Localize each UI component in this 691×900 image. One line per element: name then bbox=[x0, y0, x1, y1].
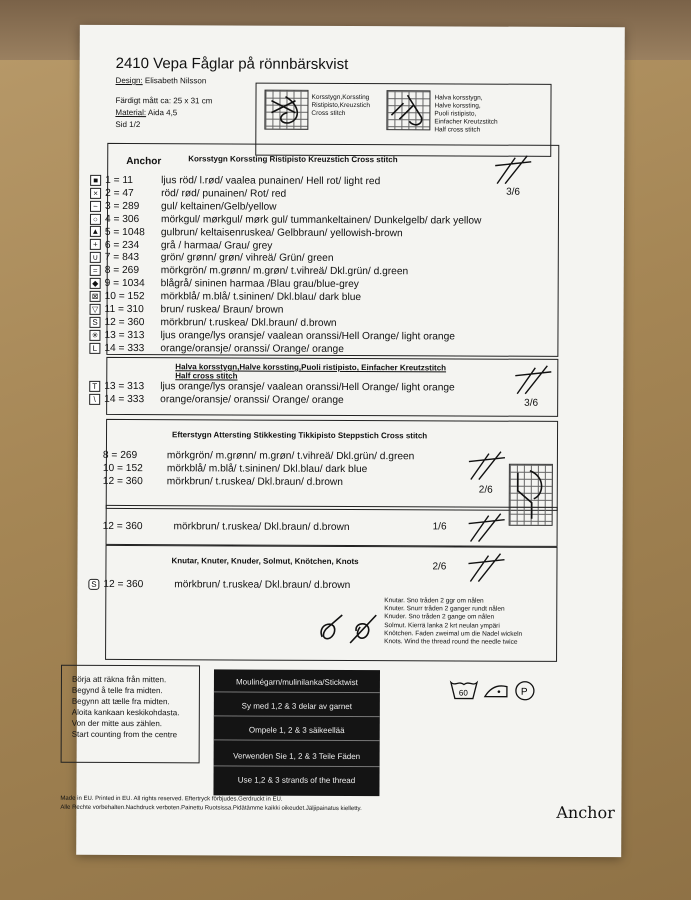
cross-stitch-legend-text bbox=[311, 94, 370, 118]
anchor-number: 1 = 11 bbox=[105, 174, 134, 187]
symbol-box: + bbox=[90, 239, 101, 250]
color-description: ljus orange/lys oransje/ vaalean oranssi/Hell Orange/ light orange bbox=[160, 329, 455, 343]
legend-line: Halva korsstygn, bbox=[434, 94, 483, 102]
half-stitch-section bbox=[92, 357, 558, 417]
start-line: Begynd å telle fra midten. bbox=[71, 685, 163, 696]
thread-line: Sy med 1,2 & 3 delar av garnet bbox=[241, 701, 353, 712]
color-description: mörkblå/ m.blå/ t.sininen/ Dkl.blau/ dark blue bbox=[166, 463, 368, 476]
symbol-box: − bbox=[90, 200, 101, 211]
color-description: mörkbrun/ t.ruskea/ Dkl.braun/ d.brown bbox=[166, 476, 343, 488]
color-description: ljus orange/lys oransje/ vaalean oranssi/Hell Orange/ light orange bbox=[160, 381, 455, 394]
back-stitch-single-row bbox=[103, 520, 350, 534]
color-description: grön/ grønn/ grøn/ vihreä/ Grün/ green bbox=[160, 252, 334, 265]
symbol-box: S bbox=[88, 579, 99, 590]
back-stitch-single-section bbox=[102, 505, 558, 547]
symbol-box: ▲ bbox=[91, 227, 100, 237]
color-description: gul/ keltainen/Gelb/yellow bbox=[160, 200, 277, 213]
divider bbox=[214, 715, 380, 717]
symbol-box: = bbox=[90, 265, 101, 276]
finished-size: Färdigt mått ca: 25 x 31 cm bbox=[115, 95, 213, 106]
stitch-row bbox=[90, 251, 334, 265]
knots-instructions bbox=[384, 597, 522, 647]
back-stitch-fraction: 2/6 bbox=[478, 484, 493, 496]
knots-fraction: 2/6 bbox=[432, 561, 447, 573]
stitch-row bbox=[90, 277, 359, 291]
thread-line: Use 1,2 & 3 strands of the thread bbox=[237, 775, 356, 786]
material-value: Aida 4,5 bbox=[147, 108, 178, 118]
knots-strands-needle-icon bbox=[466, 552, 506, 586]
anchor-number: 6 = 234 bbox=[104, 239, 140, 251]
thread-line: Ompele 1, 2 & 3 säikeellää bbox=[248, 725, 345, 735]
stitch-row bbox=[89, 342, 344, 356]
anchor-number: 11 = 310 bbox=[104, 303, 144, 316]
copyright-line: Made in EU. Printed in EU. All rights reserved. Eftertryck förbjudes.Gerdruckt in EU. bbox=[60, 795, 283, 803]
start-line: Begynn att tælle fra midten. bbox=[71, 696, 170, 707]
color-description: mörkbrun/ t.ruskea/ Dkl.braun/ d.brown bbox=[160, 317, 337, 329]
color-description: brun/ ruskea/ Braun/ brown bbox=[160, 304, 284, 316]
symbol-box: ▽ bbox=[90, 304, 101, 315]
anchor-number: 12 = 360 bbox=[104, 316, 145, 328]
cross-stitch-heading: Korsstygn Korssting Ristipisto Kreuzstich Cross stitch bbox=[188, 154, 398, 165]
stitch-row bbox=[90, 200, 277, 214]
legend-line: Puoli ristipisto, bbox=[434, 110, 477, 118]
half-stitch-heading-2: Half cross stitch bbox=[175, 371, 238, 381]
legend-line: Half cross stitch bbox=[434, 126, 481, 134]
thread-line: Moulinégarn/mulinilanka/Sticktwist bbox=[236, 677, 358, 688]
knots-instruction-line: Knutar. Sno tråden 2 ggr om nålen bbox=[384, 597, 484, 605]
anchor-number: 4 = 306 bbox=[104, 213, 140, 225]
stitch-row bbox=[103, 462, 368, 476]
anchor-number: 13 = 313 bbox=[104, 329, 145, 341]
color-description: mörkbrun/ t.ruskea/ Dkl.braun/ d.brown bbox=[173, 521, 350, 533]
half-stitch-diagram bbox=[386, 90, 430, 130]
knots-instruction-line: Knötchen. Faden zweimal um die Nadel wickeln bbox=[384, 629, 523, 638]
thread-info-box bbox=[213, 669, 380, 796]
symbol-box: ⊠ bbox=[90, 291, 101, 302]
knots-instruction-line: Solmut. Kierrä lanka 2 krt neulan ympäri bbox=[384, 621, 500, 630]
color-description: mörkgul/ mørkgul/ mørk gul/ tummankeltainen/ Dunkelgelb/ dark yellow bbox=[160, 213, 482, 227]
page-number: Sid 1/2 bbox=[115, 119, 141, 130]
legend-line: Einfacher Kreutzstitch bbox=[434, 118, 498, 126]
strands-needle-icon bbox=[493, 154, 533, 188]
pattern-sheet bbox=[60, 25, 625, 857]
stitch-row bbox=[90, 303, 284, 317]
color-description: röd/ rød/ punainen/ Rot/ red bbox=[161, 188, 287, 200]
back-stitch-section bbox=[102, 419, 558, 511]
start-line: Von der mitte aus zählen. bbox=[71, 718, 163, 729]
designer-line bbox=[116, 76, 207, 85]
anchor-number: 14 = 333 bbox=[104, 342, 145, 354]
color-description: orange/oransje/ oranssi/ Orange/ orange bbox=[160, 342, 344, 355]
symbol-box: ○ bbox=[90, 213, 101, 224]
half-stitch-heading: Halva korsstygn,Halve korssting,Puoli ristipisto, Einfacher Kreutzstitch bbox=[175, 362, 447, 373]
divider bbox=[214, 765, 380, 767]
back-stitch-single-fraction: 1/6 bbox=[432, 521, 447, 533]
dry-clean-icon bbox=[516, 682, 534, 700]
anchor-logo: Anchor bbox=[556, 802, 615, 823]
copyright-line: Alle Rechte vorbehalten.Nachdruck verboten.Painettu Ruotsissa.Pidätämme kaikki oikeudet.Jäljipainatus kielletty. bbox=[60, 804, 362, 813]
anchor-number: 3 = 289 bbox=[104, 200, 140, 212]
design-label: Design: bbox=[115, 75, 143, 86]
stitch-row bbox=[103, 475, 343, 489]
legend-line: Korsstygn,Korssting bbox=[311, 93, 370, 102]
anchor-number: 2 = 47 bbox=[105, 187, 134, 199]
color-description: gulbrun/ keltaisenruskea/ Gelbbraun/ yellowish-brown bbox=[160, 226, 403, 239]
care-symbols bbox=[449, 676, 539, 702]
symbol-box: S bbox=[89, 317, 100, 328]
anchor-number: 12 = 360 bbox=[102, 475, 143, 488]
color-description: mörkblå/ m.blå/ t.sininen/ Dkl.blau/ dark blue bbox=[160, 291, 362, 304]
french-knot-icon bbox=[316, 609, 386, 649]
material-line bbox=[115, 107, 212, 119]
color-description: ljus röd/ l.rød/ vaalea punainen/ Hell rot/ light red bbox=[161, 175, 381, 188]
cross-stitch-section bbox=[91, 143, 559, 357]
divider bbox=[214, 691, 380, 693]
symbol-box: T bbox=[89, 381, 100, 392]
stitch-row bbox=[89, 316, 336, 330]
symbol-box: L bbox=[89, 342, 100, 353]
anchor-number: 8 = 269 bbox=[104, 265, 140, 277]
symbol-box: × bbox=[90, 188, 101, 199]
symbol-box: ∪ bbox=[90, 252, 101, 263]
legend-line: Ristipisto,Kreuzstich bbox=[311, 101, 371, 110]
wash-60-icon bbox=[451, 682, 477, 698]
anchor-number: 10 = 152 bbox=[102, 462, 143, 475]
anchor-number: 12 = 360 bbox=[102, 520, 143, 533]
symbol-box: \ bbox=[89, 394, 100, 405]
anchor-number: 7 = 843 bbox=[104, 252, 140, 264]
knots-instruction-line: Knuder. Sno tråden 2 gange om nålen bbox=[384, 613, 495, 622]
designer-name: Elisabeth Nilsson bbox=[144, 76, 207, 86]
back-stitch-heading: Efterstygn Attersting Stikkesting Tikkipisto Steppstich Cross stitch bbox=[172, 430, 428, 441]
color-description: blågrå/ sininen harmaa /Blau grau/blue-grey bbox=[160, 278, 359, 291]
symbol-box: ◆ bbox=[90, 278, 101, 289]
half-stitch-needle-icon bbox=[387, 91, 429, 129]
half-stitch-legend-text bbox=[434, 94, 497, 134]
color-description: mörkgrön/ m.grønn/ m.grøn/ t.vihreä/ Dkl.grün/ d.green bbox=[166, 450, 415, 463]
page-title: 2410 Vepa Fåglar på rönnbärskvist bbox=[115, 54, 349, 73]
anchor-number: 9 = 1034 bbox=[104, 278, 145, 290]
cross-stitch-diagram bbox=[264, 90, 308, 130]
back-strands-needle-icon bbox=[467, 450, 507, 484]
legend-line: Halve korssting, bbox=[434, 102, 481, 110]
divider bbox=[214, 739, 380, 741]
anchor-label: Anchor bbox=[126, 156, 162, 168]
stitch-row bbox=[90, 238, 273, 252]
anchor-number: 13 = 313 bbox=[104, 380, 145, 393]
half-stitch-fraction: 3/6 bbox=[524, 397, 539, 409]
legend-line: Cross stitch bbox=[311, 109, 346, 117]
start-line: Aloita kankaan keskikohdasta. bbox=[71, 707, 180, 718]
thread-line: Verwenden Sie 1, 2 & 3 Teile Fäden bbox=[233, 751, 361, 762]
color-description: mörkbrun/ t.ruskea/ Dkl.braun/ d.brown bbox=[174, 579, 351, 592]
stitch-row bbox=[89, 393, 344, 407]
color-description: mörkgrön/ m.grønn/ m.grøn/ t.vihreä/ Dkl.grün/ d.green bbox=[160, 265, 409, 278]
knots-heading: Knutar, Knuter, Knuder, Solmut, Knötchen, Knots bbox=[171, 556, 359, 567]
start-line: Start counting from the centre bbox=[71, 729, 178, 740]
stitch-row bbox=[90, 187, 286, 201]
meta-info bbox=[115, 95, 212, 131]
stitch-row bbox=[90, 290, 362, 304]
wash-temp: 60 bbox=[458, 688, 468, 698]
cross-stitch-fraction: 3/6 bbox=[506, 186, 521, 198]
stitch-row bbox=[103, 449, 414, 463]
symbol-box: ✳ bbox=[89, 329, 100, 340]
anchor-number: 14 = 333 bbox=[104, 393, 145, 406]
knots-instruction-line: Knuter. Snurr tråden 2 ganger rundt nålen bbox=[384, 605, 505, 613]
dry-clean-letter: P bbox=[520, 686, 528, 698]
knots-row bbox=[88, 578, 350, 592]
anchor-number: 5 = 1048 bbox=[104, 226, 145, 238]
material-label: Material: bbox=[115, 107, 147, 118]
copyright-footer bbox=[60, 795, 361, 814]
cross-stitch-needle-icon bbox=[265, 91, 307, 129]
color-description: orange/oransje/ oranssi/ Orange/ orange bbox=[160, 394, 344, 406]
anchor-number: 12 = 360 bbox=[103, 578, 144, 591]
knots-instruction-line: Knots. Wind the thread round the needle twice bbox=[384, 638, 518, 646]
half-strands-needle-icon bbox=[513, 364, 553, 398]
knots-section bbox=[91, 545, 557, 662]
start-counting-box bbox=[61, 665, 200, 764]
symbol-box: ■ bbox=[90, 175, 101, 186]
color-description: grå / harmaa/ Grau/ grey bbox=[160, 239, 273, 252]
anchor-number: 8 = 269 bbox=[102, 449, 138, 462]
start-line: Börja att räkna från mitten. bbox=[71, 674, 167, 685]
anchor-number: 10 = 152 bbox=[104, 291, 145, 303]
iron-icon bbox=[485, 686, 507, 697]
single-strands-needle-icon bbox=[467, 512, 507, 546]
